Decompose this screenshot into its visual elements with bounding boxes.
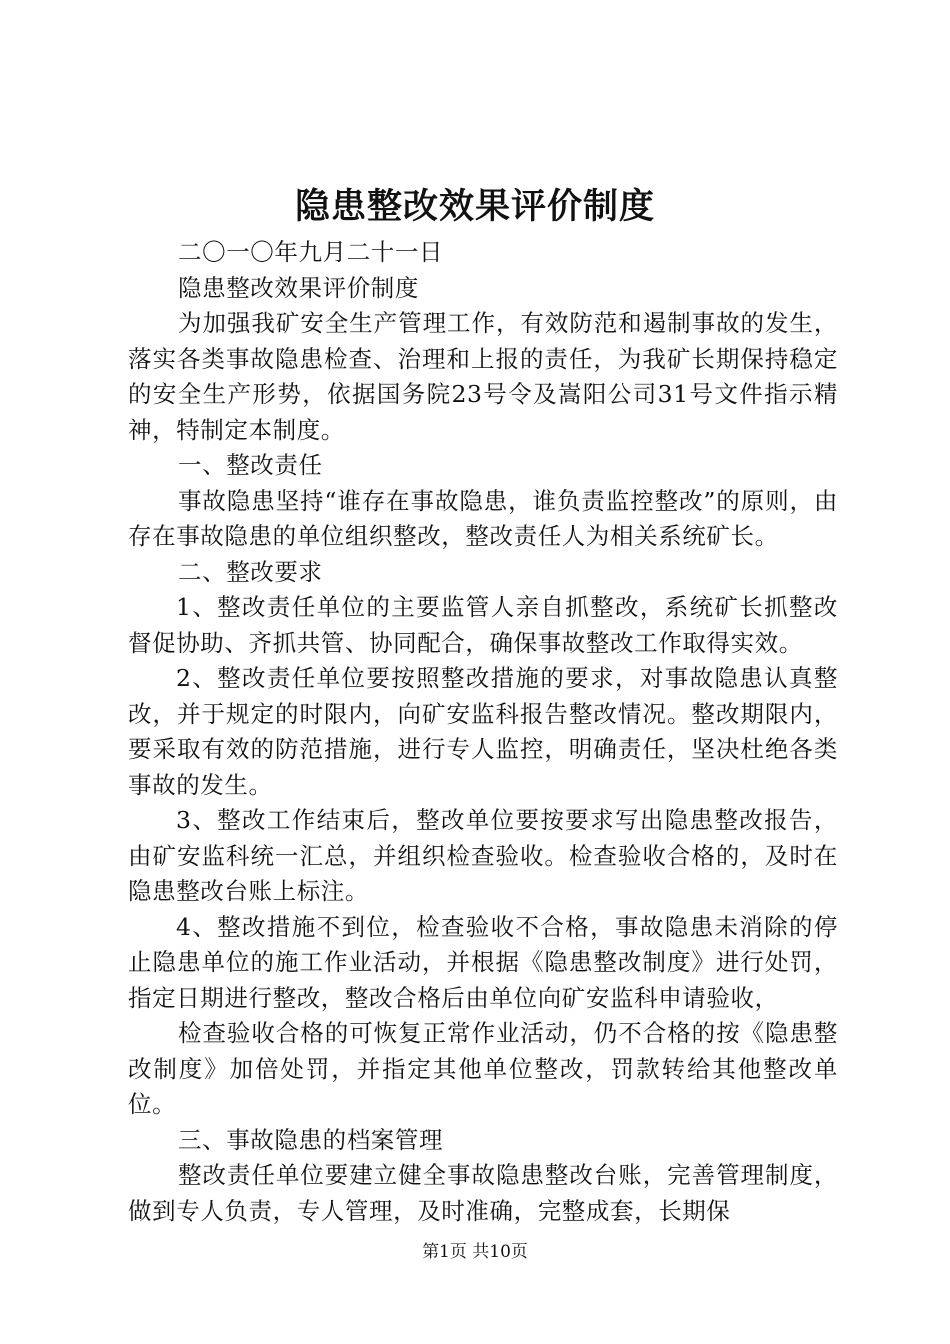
paragraph-intro: 为加强我矿安全生产管理工作，有效防范和遏制事故的发生，落实各类事故隐患检查、治理和上报的责任，为我矿长期保持稳定的安全生产形势，依据国务院23号令及嵩阳公司31号文件指示精神，特制定本制度。 xyxy=(128,309,838,444)
section-heading-requirements: 二、整改要求 xyxy=(178,557,323,586)
paragraph-requirement-4-cont: 检查验收合格的可恢复正常作业活动，仍不合格的按《隐患整改制度》加倍处罚，并指定其他单位整改，罚款转给其他整改单位。 xyxy=(128,1019,838,1118)
date-line: 二〇一〇年九月二十一日 xyxy=(178,238,444,266)
document-body xyxy=(128,235,838,1229)
page-title: 隐患整改效果评价制度 xyxy=(294,186,655,227)
page-footer: 第1页 共10页 xyxy=(422,1242,528,1262)
subtitle-line: 隐患整改效果评价制度 xyxy=(178,273,419,302)
paragraph-requirement-3: 3、整改工作结束后，整改单位要按要求写出隐患整改报告，由矿安监科统一汇总，并组织检查验收。检查验收合格的，及时在隐患整改台账上标注。 xyxy=(128,806,838,905)
section-heading-archive: 三、事故隐患的档案管理 xyxy=(178,1125,444,1154)
paragraph-responsibility: 事故隐患坚持“谁存在事故隐患，谁负责监控整改”的原则，由存在事故隐患的单位组织整改，整改责任人为相关系统矿长。 xyxy=(128,486,838,550)
paragraph-archive: 整改责任单位要建立健全事故隐患整改台账，完善管理制度，做到专人负责，专人管理，及时准确，完整成套，长期保 xyxy=(128,1161,838,1225)
section-heading-responsibility: 一、整改责任 xyxy=(178,451,323,479)
paragraph-requirement-2: 2、整改责任单位要按照整改措施的要求，对事故隐患认真整改，并于规定的时限内，向矿安监科报告整改情况。整改期限内，要采取有效的防范措施，进行专人监控，明确责任，坚决杜绝各类事故的发生。 xyxy=(128,664,838,799)
paragraph-requirement-4: 4、整改措施不到位，检查验收不合格，事故隐患未消除的停止隐患单位的施工作业活动，并根据《隐患整改制度》进行处罚，指定日期进行整改，整改合格后由单位向矿安监科申请验收， xyxy=(128,912,838,1012)
paragraph-requirement-1: 1、整改责任单位的主要监管人亲自抓整改，系统矿长抓整改督促协助、齐抓共管、协同配合，确保事故整改工作取得实效。 xyxy=(128,593,838,657)
